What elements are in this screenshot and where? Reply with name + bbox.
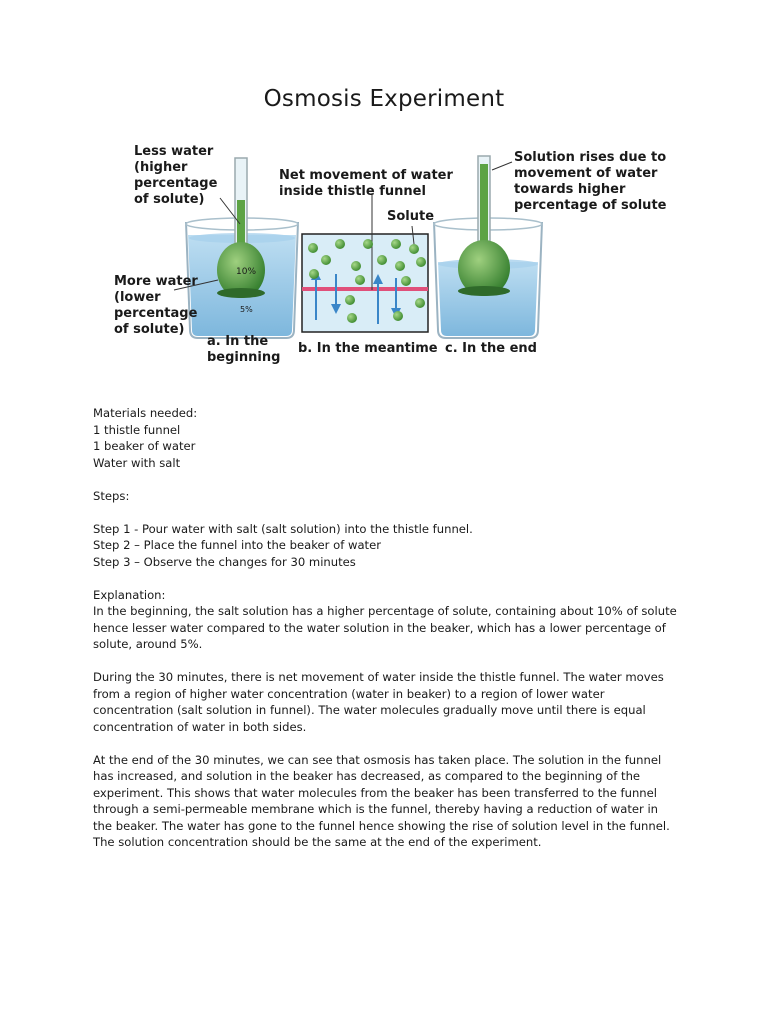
page-title: Osmosis Experiment	[263, 86, 505, 112]
beaker-percent-label: 5%	[240, 305, 253, 314]
less-water-label: Less water (higher percentage of solute)	[134, 144, 218, 207]
funnel-percent-label: 10%	[236, 267, 257, 277]
net-movement-label: Net movement of water inside thistle funnel	[279, 168, 453, 199]
paragraph-line: solute, around 5%.	[93, 637, 203, 651]
solute-label: Solute	[387, 209, 435, 224]
paragraph-line: The solution concentration should be the same at the end of the experiment.	[93, 835, 542, 849]
step-item: Step 1 - Pour water with salt (salt solution) into the thistle funnel.	[93, 521, 473, 536]
paragraph-line: At the end of the 30 minutes, we can see that osmosis has taken place. The solution in the funnel	[93, 752, 662, 767]
document-body	[93, 405, 683, 851]
osmosis-diagram	[100, 140, 680, 380]
paragraph-line: through a semi-permeable membrane which is the funnel, thereby having a reduction of water in	[93, 802, 659, 816]
step-item: Step 3 – Observe the changes for 30 minutes	[93, 554, 356, 569]
steps-heading: Steps:	[93, 488, 130, 503]
paragraph-line: has increased, and solution in the beaker has decreased, as compared to the beginning of the	[93, 769, 641, 783]
explanation-paragraph-3	[93, 752, 683, 851]
explanation-heading: Explanation:	[93, 587, 166, 602]
paragraph-line: In the beginning, the salt solution has a higher percentage of solute, containing about 10% of solute	[93, 604, 677, 618]
explanation-paragraph-1	[93, 603, 683, 653]
step-item: Step 2 – Place the funnel into the beaker of water	[93, 538, 381, 552]
paragraph-line: concentration (salt solution in funnel). The water molecules gradually move until there is equal	[93, 703, 646, 717]
paragraph-line: hence lesser water compared to the water solution in the beaker, which has a lower percentage of	[93, 620, 666, 635]
panel-a-caption: a. In the beginning	[207, 334, 281, 365]
materials-heading: Materials needed:	[93, 406, 198, 420]
paragraph-line: experiment. This shows that water molecules from the beaker has been transferred to the funnel	[93, 785, 658, 800]
paragraph-line: the beaker. The water has gone to the funnel hence showing the rise of solution level in the funnel.	[93, 818, 670, 833]
materials-item: Water with salt	[93, 455, 181, 470]
more-water-label: More water (lower percentage of solute)	[114, 274, 198, 337]
explanation-paragraph-2	[93, 669, 683, 735]
paragraph-line: from a region of higher water concentration (water in beaker) to a region of lower water	[93, 686, 605, 701]
paragraph-line: During the 30 minutes, there is net movement of water inside the thistle funnel. The water moves	[93, 670, 664, 684]
solution-rises-label: Solution rises due to movement of water towards higher percentage of solute	[514, 150, 667, 213]
materials-item: 1 beaker of water	[93, 439, 196, 453]
panel-c-caption: c. In the end	[445, 341, 537, 356]
paragraph-line: concentration of water in both sides.	[93, 719, 307, 734]
panel-b-caption: b. In the meantime	[298, 341, 438, 356]
materials-item: 1 thistle funnel	[93, 422, 181, 437]
